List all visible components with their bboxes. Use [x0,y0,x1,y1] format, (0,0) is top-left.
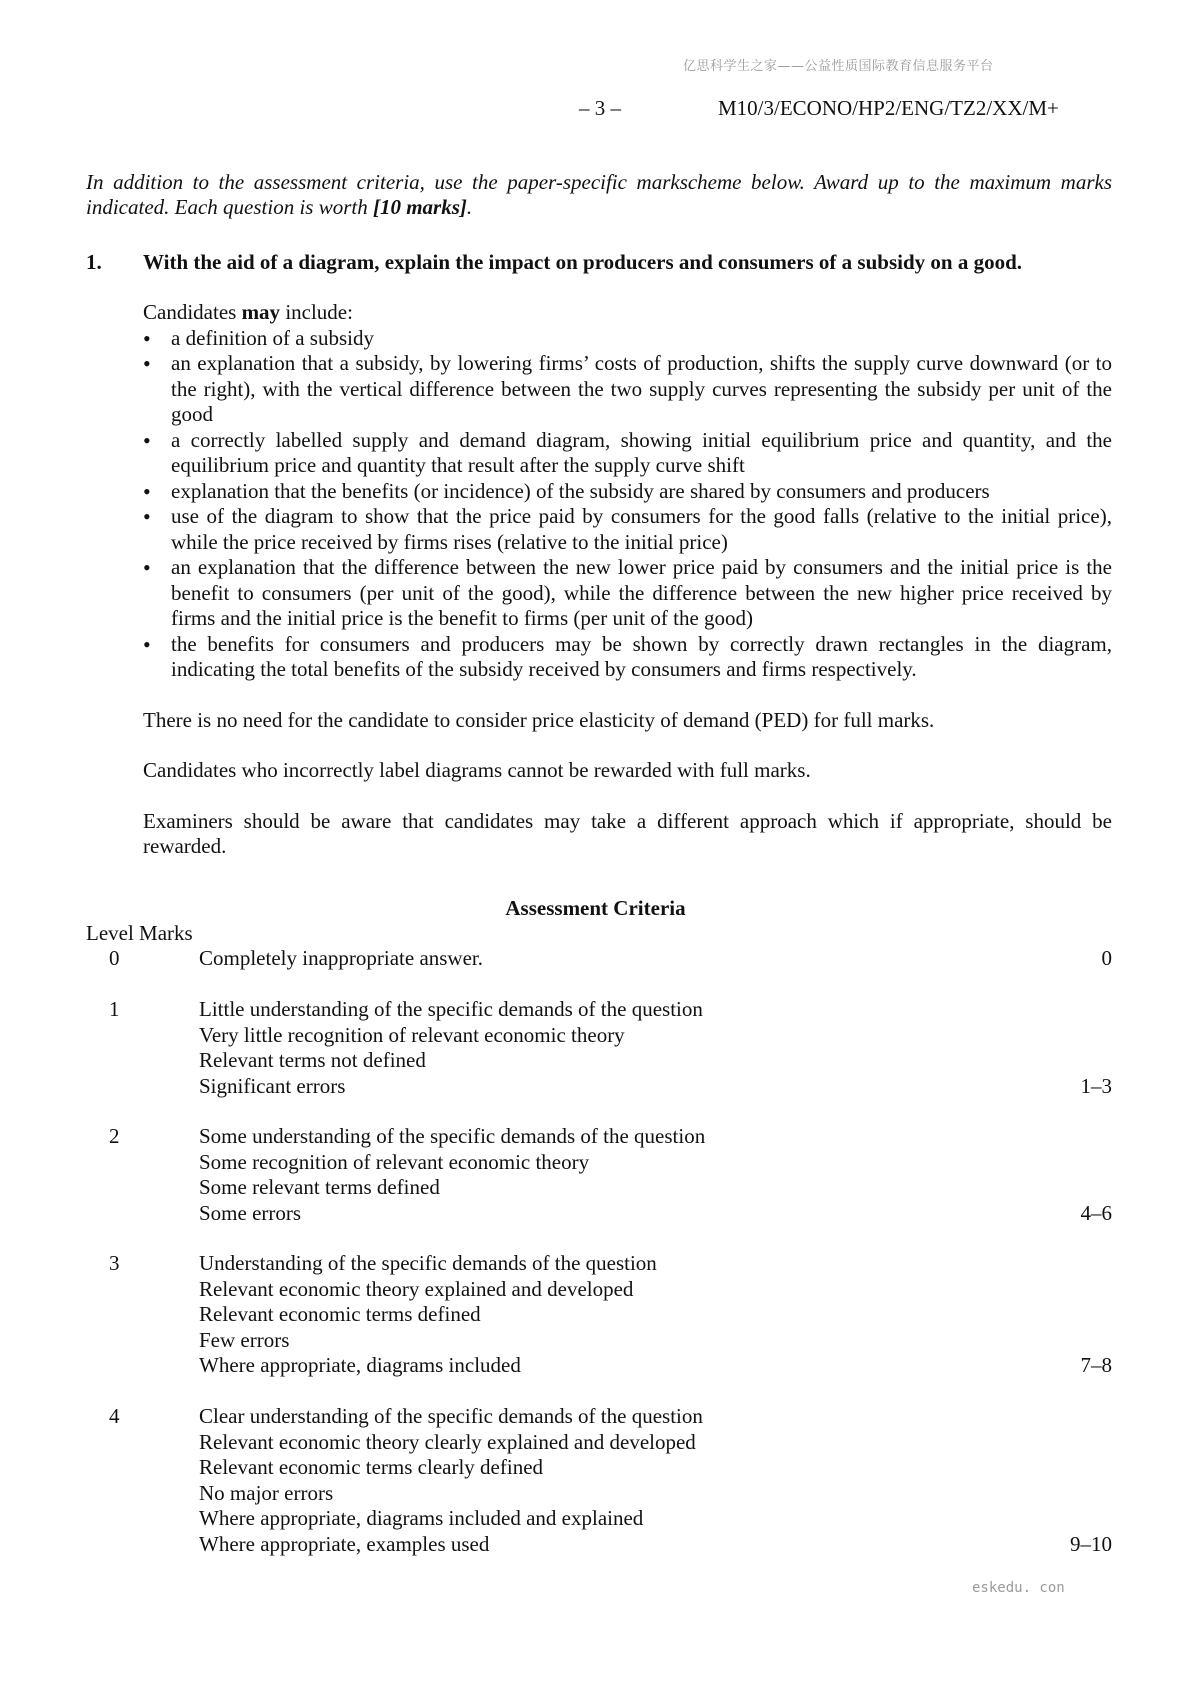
bullet-item: • use of the diagram to show that the price paid by consumers for the good falls (relative to the initial price), while the price received by firms rises (relative to the initial price) [143,504,1112,555]
level-descriptors [199,1124,705,1226]
bullet-item: • a correctly labelled supply and demand diagram, showing initial equilibrium price and quantity, and the equilibrium price and quantity that result after the supply curve shift [143,428,1112,479]
bullet-item: • explanation that the benefits (or incidence) of the subsidy are shared by consumers and producers [143,479,1112,505]
descriptor-line: Relevant economic theory clearly explained and developed [199,1429,696,1454]
note-examiners: Examiners should be aware that candidates may take a different approach which if appropriate, should be rewarded. [143,808,1112,858]
criteria-title: Assessment Criteria [505,896,686,920]
descriptor-line: Some relevant terms defined [199,1175,440,1199]
descriptor-line: Where appropriate, diagrams included and explained [199,1506,644,1530]
lead-a: Candidates [143,300,242,324]
bullet-item: • the benefits for consumers and producers may be shown by correctly drawn rectangles in the diagram, indicating the total benefits of the subsidy received by consumers and firms respectively. [143,632,1112,683]
bullet-item: • an explanation that the difference between the new lower price paid by consumers and the initial price is the benefit to consumers (per unit of the good), while the difference between the new higher price received by firms and the initial price is the benefit to firms (per unit of the good) [143,555,1112,632]
descriptor-line: Relevant economic terms clearly defined [199,1455,544,1479]
descriptor-line: Some errors [199,1200,302,1225]
lead-b: include: [280,300,353,324]
level-descriptors [199,1251,657,1379]
descriptor-line: Where appropriate, examples used [199,1531,490,1556]
level-number: 2 [109,1124,120,1148]
lead-bold: may [241,300,281,324]
descriptor-line: Relevant economic terms defined [199,1302,481,1326]
level-descriptors [199,997,703,1099]
level-marks: 0 [1101,946,1112,970]
level-descriptors [199,1404,703,1557]
criteria-column-header: Level Marks [86,921,193,945]
level-marks: 4–6 [1080,1200,1112,1225]
markscheme-body [143,300,1112,860]
level-number: 1 [109,997,120,1021]
descriptor-line: Some understanding of the specific demands of the question [199,1124,706,1148]
descriptor-line: Very little recognition of relevant economic theory [199,1022,625,1047]
descriptor-line: Significant errors [199,1073,346,1098]
descriptor-line: Relevant economic theory explained and developed [199,1276,634,1301]
descriptor-line: Few errors [199,1327,290,1352]
descriptor-line: Some recognition of relevant economic theory [199,1149,590,1174]
paper-code: M10/3/ECONO/HP2/ENG/TZ2/XX/M+ [718,96,1059,120]
descriptor-line: No major errors [199,1480,334,1505]
descriptor-line: Completely inappropriate answer. [199,946,484,970]
intro-text-b: . [466,195,473,219]
level-marks: 7–8 [1080,1353,1112,1377]
bullet-item: • a definition of a subsidy [143,326,1112,352]
note-labels: Candidates who incorrectly label diagrams cannot be rewarded with full marks. [143,758,811,782]
level-number: 3 [109,1251,120,1275]
watermark-top: 亿思科学生之家——公益性质国际教育信息服务平台 [683,59,994,74]
level-marks: 1–3 [1080,1073,1112,1098]
descriptor-line: Where appropriate, diagrams included [199,1353,521,1377]
level-marks: 9–10 [1070,1531,1112,1556]
candidates-lead [143,300,1112,326]
intro-text-a: In addition to the assessment criteria, use the paper-specific markscheme below. Award up to the maximum marks indicated. Each question is worth [86,170,1112,219]
level-number: 0 [109,946,120,970]
intro-marks: [10 marks] [372,195,467,219]
descriptor-line: Understanding of the specific demands of the question [199,1251,657,1275]
question-text: With the aid of a diagram, explain the impact on producers and consumers of a subsidy on a good. [143,250,1022,274]
note-ped: There is no need for the candidate to consider price elasticity of demand (PED) for full marks. [143,707,935,732]
watermark-bottom: eskedu. con [972,1580,1065,1596]
descriptor-line: Little understanding of the specific demands of the question [199,997,703,1021]
question-number: 1. [86,250,102,274]
bullet-list [143,326,1112,683]
descriptor-line: Relevant terms not defined [199,1048,426,1072]
descriptor-line: Clear understanding of the specific demands of the question [199,1404,703,1428]
level-descriptors [199,946,483,972]
intro-instructions [86,170,1112,220]
page-number: – 3 – [579,96,621,120]
bullet-item: • an explanation that a subsidy, by lowering firms’ costs of production, shifts the supply curve downward (or to the right), with the vertical difference between the two supply curves representing the subsidy per unit of the good [143,351,1112,428]
level-number: 4 [109,1404,120,1428]
